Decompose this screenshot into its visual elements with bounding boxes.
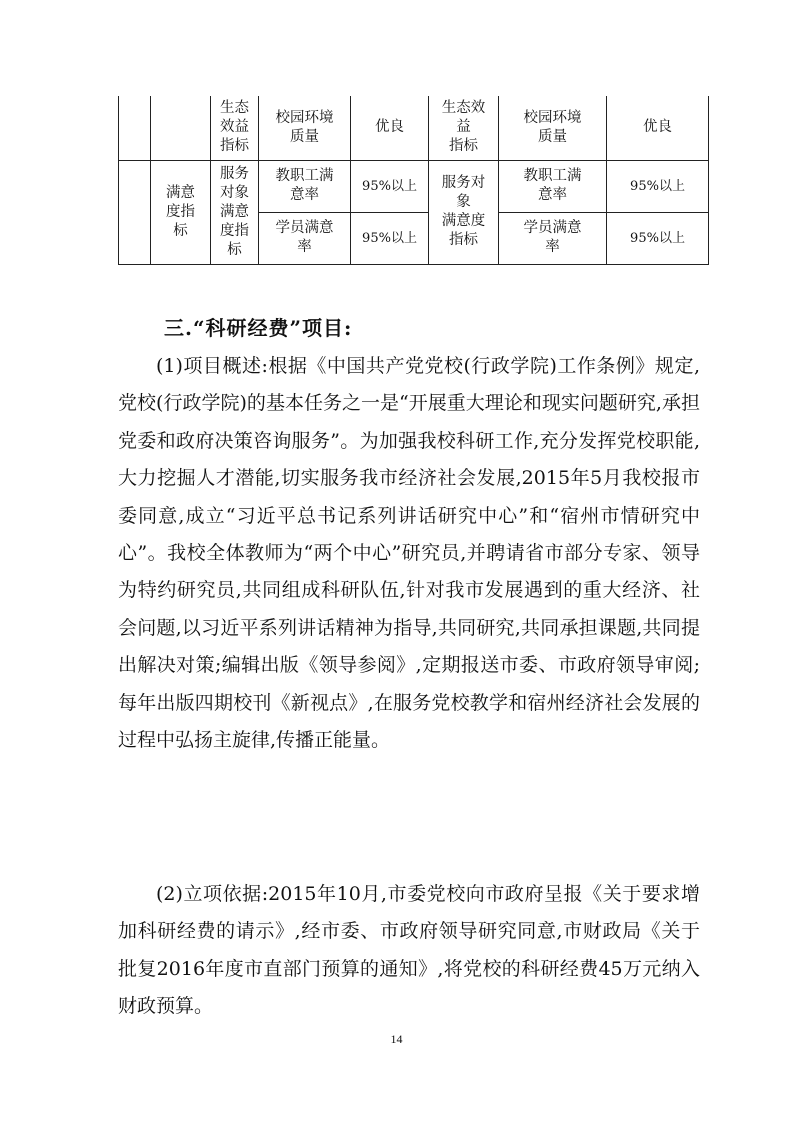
table-cell: 优良 xyxy=(607,96,709,160)
paragraph-project-overview: (1)项目概述:根据《中国共产党党校(行政学院)工作条例》规定,党校(行政学院)的基本任务之一是“开展重大理论和现实问题研究,承担党委和政府决策咨询服务”。为加强我校科研工作,充分发挥党校职能,大力挖掘人才潜能,切实服务我市经济社会发展,2015年5月我校报市委同意,成立“习近平总书记系列讲话研究中心”和“宿州市情研究中心”。我校全体教师为“两个中心”研究员,并聘请省市部分专家、领导为特约研究员,共同组成科研队伍,针对我市发展遇到的重大经济、社会问题,以习近平系列讲话精神为指导,共同研究,共同承担课题,共同提出解决对策;编辑出版《领导参阅》,定期报送市委、市政府领导审阅;每年出版四期校刊《新视点》,在服务党校教学和宿州经济社会发展的过程中弘扬主旋律,传播正能量。 xyxy=(118,355,700,752)
page-number: 14 xyxy=(390,1032,403,1046)
table-row xyxy=(119,96,709,160)
performance-indicator-table xyxy=(118,96,709,265)
table-cell: 学员满意 率 xyxy=(259,212,351,264)
table-cell: 生态 效益 指标 xyxy=(211,96,259,160)
table-cell xyxy=(151,96,211,160)
table-cell: 95%以上 xyxy=(351,160,429,212)
table-cell: 教职工满 意率 xyxy=(259,160,351,212)
table-cell: 满意 度指 标 xyxy=(151,160,211,264)
table-cell: 95%以上 xyxy=(351,212,429,264)
table-cell: 生态效 益 指标 xyxy=(429,96,499,160)
table-cell: 校园环境 质量 xyxy=(499,96,607,160)
table-cell: 校园环境 质量 xyxy=(259,96,351,160)
table-cell: 教职工满 意率 xyxy=(499,160,607,212)
table-row xyxy=(119,160,709,212)
table-cell: 服务对 象 满意度 指标 xyxy=(429,160,499,264)
section-heading: 三.“科研经费”项目: xyxy=(164,316,353,340)
table-cell: 95%以上 xyxy=(607,160,709,212)
paragraph-project-basis: (2)立项依据:2015年10月,市委党校向市政府呈报《关于要求增加科研经费的请示》,经市委、市政府领导研究同意,市财政局《关于批复2016年度市直部门预算的通知》,将党校的科研经费45万元纳入财政预算。 xyxy=(118,883,700,1018)
table-cell: 学员满意 率 xyxy=(499,212,607,264)
table-cell: 服务 对象 满意 度指 标 xyxy=(211,160,259,264)
table-cell: 95%以上 xyxy=(607,212,709,264)
table-cell xyxy=(119,96,151,160)
table-cell xyxy=(119,160,151,264)
table-cell: 优良 xyxy=(351,96,429,160)
